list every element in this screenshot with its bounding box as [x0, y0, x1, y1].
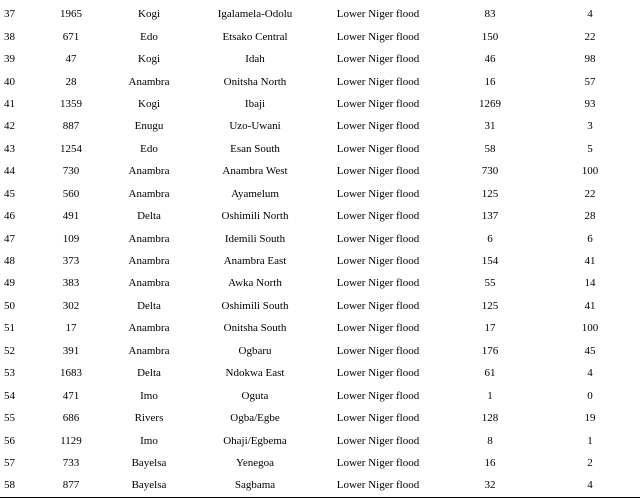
count-cell: 1683 [60, 367, 82, 380]
percent-cell: 57 [584, 75, 596, 88]
percent-cell: 1 [587, 434, 593, 447]
row-index-cell: 37 [4, 8, 15, 21]
row-index-cell: 56 [4, 434, 15, 447]
affected-cell: 8 [487, 434, 493, 447]
affected-cell: 31 [484, 120, 496, 133]
state-cell: Anambra [128, 75, 170, 88]
affected-cell: 16 [484, 75, 496, 88]
row-index-cell: 50 [4, 299, 15, 312]
percent-cell: 4 [587, 8, 593, 21]
affected-cell: 125 [481, 187, 499, 200]
state-cell: Edo [140, 142, 158, 155]
flood-type-cell: Lower Niger flood [336, 53, 420, 66]
affected-cell: 58 [484, 142, 496, 155]
percent-cell: 93 [584, 97, 596, 110]
table-row [0, 183, 640, 205]
affected-cell: 61 [484, 367, 496, 380]
flood-type-cell: Lower Niger flood [336, 367, 420, 380]
flood-type-cell: Lower Niger flood [336, 255, 420, 268]
count-cell: 383 [62, 277, 80, 290]
count-cell: 391 [62, 344, 80, 357]
count-cell: 733 [62, 456, 80, 469]
table-row [0, 317, 640, 339]
table-row [0, 227, 640, 249]
table-row [0, 452, 640, 474]
percent-cell: 4 [540, 474, 640, 497]
lga-cell: Oguta [241, 389, 269, 402]
lga-cell: Awka North [228, 277, 282, 290]
table-row [0, 407, 640, 429]
row-index-cell: 39 [4, 53, 15, 66]
state-cell: Edo [140, 30, 158, 43]
row-index-cell: 45 [4, 187, 15, 200]
lga-cell: Ogba/Egbe [230, 412, 280, 425]
flood-type-cell: Lower Niger flood [336, 165, 420, 178]
table-row [0, 93, 640, 115]
count-cell: 109 [62, 232, 80, 245]
percent-cell: 45 [584, 344, 596, 357]
state-cell: Delta [137, 299, 161, 312]
row-index-cell: 47 [4, 232, 15, 245]
lga-cell: Oshimili North [221, 210, 289, 223]
table-row [0, 295, 640, 317]
affected-cell: 46 [484, 53, 496, 66]
affected-cell: 176 [481, 344, 499, 357]
state-cell: Anambra [128, 165, 170, 178]
state-cell: Anambra [128, 277, 170, 290]
flood-type-cell: Lower Niger flood [336, 120, 420, 133]
row-index-cell: 42 [4, 120, 15, 133]
flood-type-cell: Lower Niger flood [336, 142, 420, 155]
flood-type-cell: Lower Niger flood [336, 456, 420, 469]
count-cell: 1129 [60, 434, 82, 447]
percent-cell: 100 [581, 322, 599, 335]
lga-cell: Igalamela-Odolu [217, 8, 293, 21]
row-index-cell: 38 [4, 30, 15, 43]
flood-type-cell: Lower Niger flood [336, 187, 420, 200]
table-row [0, 362, 640, 384]
row-index-cell: 46 [4, 210, 15, 223]
affected-cell: 150 [481, 30, 499, 43]
flood-type-cell: Lower Niger flood [336, 210, 420, 223]
table-row [0, 48, 640, 70]
percent-cell: 98 [584, 53, 596, 66]
state-cell: Kogi [138, 8, 160, 21]
flood-type-cell: Lower Niger flood [336, 412, 420, 425]
flood-type-cell: Lower Niger flood [336, 232, 420, 245]
affected-cell: 154 [481, 255, 499, 268]
percent-cell: 4 [587, 367, 593, 380]
row-index-cell: 55 [4, 412, 15, 425]
row-index-cell: 53 [4, 367, 15, 380]
affected-cell: 730 [481, 165, 499, 178]
row-index-cell: 54 [4, 389, 15, 402]
flood-type-cell: Lower Niger flood [336, 30, 420, 43]
lga-cell: Ogbaru [238, 344, 272, 357]
lga-cell: Esan South [230, 142, 280, 155]
count-cell: 671 [62, 30, 80, 43]
percent-cell: 19 [584, 412, 596, 425]
count-cell: 471 [62, 389, 80, 402]
lga-cell: Ibaji [244, 97, 266, 110]
row-index-cell: 41 [4, 97, 15, 110]
lga-cell: Anambra West [222, 165, 288, 178]
lga-cell: Oshimili South [221, 299, 289, 312]
table-row [0, 429, 640, 451]
flood-type-cell: Lower Niger flood [336, 389, 420, 402]
state-cell: Kogi [138, 53, 160, 66]
flood-table [0, 3, 640, 498]
count-cell: 302 [62, 299, 80, 312]
count-cell: 373 [62, 255, 80, 268]
state-cell: Bayelsa [131, 456, 167, 469]
count-cell: 28 [65, 75, 77, 88]
count-cell: 17 [65, 322, 77, 335]
state-cell: Rivers [134, 412, 164, 425]
count-cell: 730 [62, 165, 80, 178]
count-cell: 877 [38, 474, 104, 497]
state-cell: Anambra [128, 187, 170, 200]
affected-cell: 32 [440, 474, 540, 497]
count-cell: 1254 [60, 142, 82, 155]
table-row [0, 3, 640, 25]
table-row [0, 70, 640, 92]
count-cell: 1965 [60, 8, 82, 21]
lga-cell: Idah [245, 53, 265, 66]
percent-cell: 28 [584, 210, 596, 223]
row-index-cell: 40 [4, 75, 15, 88]
affected-cell: 17 [484, 322, 496, 335]
count-cell: 686 [62, 412, 80, 425]
lga-cell: Uzo-Uwani [229, 120, 281, 133]
row-index-cell: 48 [4, 255, 15, 268]
lga-cell: Onitsha North [223, 75, 287, 88]
flood-type-cell: Lower Niger flood [336, 299, 420, 312]
affected-cell: 125 [481, 299, 499, 312]
count-cell: 887 [62, 120, 80, 133]
percent-cell: 41 [584, 255, 596, 268]
table-row [0, 205, 640, 227]
table-row [0, 25, 640, 47]
percent-cell: 5 [587, 142, 593, 155]
percent-cell: 2 [587, 456, 593, 469]
flood-type-cell: Lower Niger flood [336, 277, 420, 290]
row-index-cell: 44 [4, 165, 15, 178]
row-index-cell: 57 [4, 456, 15, 469]
count-cell: 491 [62, 210, 80, 223]
table-row [0, 474, 640, 497]
percent-cell: 22 [584, 187, 596, 200]
table-row [0, 160, 640, 182]
row-index-cell: 43 [4, 142, 15, 155]
affected-cell: 16 [484, 456, 496, 469]
lga-cell: Ayamelum [231, 187, 279, 200]
flood-type-cell: Lower Niger flood [336, 344, 420, 357]
flood-type-cell: Lower Niger flood [336, 8, 420, 21]
state-cell: Anambra [128, 322, 170, 335]
state-cell: Enugu [134, 120, 164, 133]
state-cell: Bayelsa [104, 474, 194, 497]
lga-cell: Sagbama [194, 474, 316, 497]
lga-cell: Ndokwa East [225, 367, 285, 380]
state-cell: Anambra [128, 232, 170, 245]
affected-cell: 1 [487, 389, 493, 402]
affected-cell: 1269 [479, 97, 501, 110]
percent-cell: 22 [584, 30, 596, 43]
percent-cell: 6 [587, 232, 593, 245]
count-cell: 560 [62, 187, 80, 200]
lga-cell: Anambra East [223, 255, 287, 268]
affected-cell: 83 [484, 8, 496, 21]
flood-type-cell: Lower Niger flood [316, 474, 440, 497]
lga-cell: Onitsha South [223, 322, 287, 335]
table-row [0, 272, 640, 294]
flood-type-cell: Lower Niger flood [336, 434, 420, 447]
table-row [0, 138, 640, 160]
percent-cell: 100 [581, 165, 599, 178]
lga-cell: Idemili South [224, 232, 286, 245]
percent-cell: 3 [587, 120, 593, 133]
state-cell: Kogi [138, 97, 160, 110]
state-cell: Anambra [128, 255, 170, 268]
count-cell: 47 [65, 53, 77, 66]
lga-cell: Etsako Central [222, 30, 288, 43]
affected-cell: 55 [484, 277, 496, 290]
row-index-cell: 58 [0, 474, 38, 497]
row-index-cell: 51 [4, 322, 15, 335]
row-index-cell: 49 [4, 277, 15, 290]
flood-type-cell: Lower Niger flood [336, 75, 420, 88]
count-cell: 1359 [60, 97, 82, 110]
table-row [0, 340, 640, 362]
row-index-cell: 52 [4, 344, 15, 357]
table-row [0, 250, 640, 272]
affected-cell: 6 [487, 232, 493, 245]
lga-cell: Ohaji/Egbema [223, 434, 287, 447]
flood-type-cell: Lower Niger flood [336, 97, 420, 110]
state-cell: Delta [137, 210, 161, 223]
percent-cell: 41 [584, 299, 596, 312]
table-body [0, 3, 640, 497]
state-cell: Delta [137, 367, 161, 380]
lga-cell: Yenegoa [236, 456, 274, 469]
affected-cell: 137 [481, 210, 499, 223]
state-cell: Imo [140, 434, 158, 447]
percent-cell: 0 [587, 389, 593, 402]
table-row [0, 384, 640, 406]
affected-cell: 128 [481, 412, 499, 425]
state-cell: Imo [140, 389, 158, 402]
state-cell: Anambra [128, 344, 170, 357]
flood-type-cell: Lower Niger flood [336, 322, 420, 335]
percent-cell: 14 [584, 277, 596, 290]
table-row [0, 115, 640, 137]
